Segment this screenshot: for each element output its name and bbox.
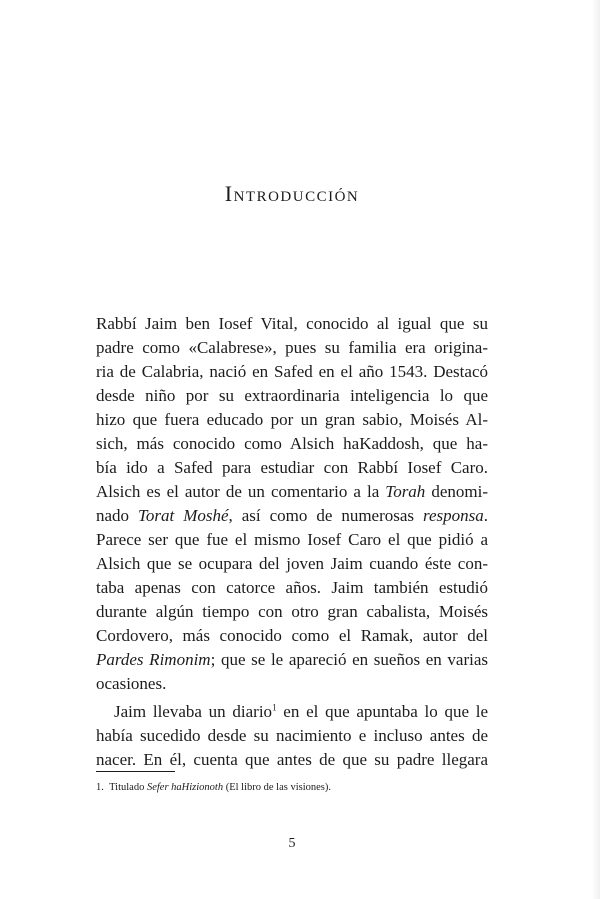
text-line: padre como «Calabrese», pues su familia era origina- xyxy=(96,338,488,357)
text-line: nado Torat Moshé, así como de numerosas responsa. xyxy=(96,506,489,525)
text-line: Jaim llevaba un diario$^1$ en el que apuntaba lo que le xyxy=(114,702,488,721)
text-line: Parece ser que fue el mismo Iosef Caro el que pidió a xyxy=(96,530,488,549)
text-line: Pardes Rimonim; que se le apareció en sueños en varias xyxy=(96,650,488,669)
text-line: sich, más conocido como Alsich haKaddosh, que ha- xyxy=(96,434,488,453)
chapter-title: Introducción xyxy=(224,180,360,206)
text-line: Cordovero, más conocido como el Ramak, autor del xyxy=(96,626,488,645)
text-line: desde niño por su extraordinaria inteligencia lo que xyxy=(96,386,488,405)
page-edge-shadow xyxy=(592,0,600,899)
text-line: nacer. En él, cuenta que antes de que su padre llegara xyxy=(96,750,488,769)
text-line: ria de Calabria, nació en Safed en el año 1543. Destacó xyxy=(96,362,488,381)
text-line: Alsich que se ocupara del joven Jaim cuando éste con- xyxy=(96,554,488,573)
text-line: hizo que fuera educado por un gran sabio, Moisés Al- xyxy=(96,410,488,429)
footnote: 1. Titulado Sefer haHizionoth (El libro de las visiones). xyxy=(96,782,331,793)
text-line: durante algún tiempo con otro gran cabalista, Moisés xyxy=(96,602,488,621)
text-line: había sucedido desde su nacimiento e incluso antes de xyxy=(96,726,488,745)
text-line: taba apenas con catorce años. Jaim también estudió xyxy=(96,578,488,597)
text-line: Alsich es el autor de un comentario a la Torah denomi- xyxy=(96,482,488,501)
page-number: 5 xyxy=(288,836,296,851)
footnote-reference: 1 xyxy=(272,702,277,713)
text-line: ocasiones. xyxy=(96,674,167,693)
text-line: bía ido a Safed para estudiar con Rabbí Iosef Caro. xyxy=(96,458,488,477)
text-line: Rabbí Jaim ben Iosef Vital, conocido al igual que su xyxy=(96,314,488,333)
footnote-divider xyxy=(96,771,175,772)
